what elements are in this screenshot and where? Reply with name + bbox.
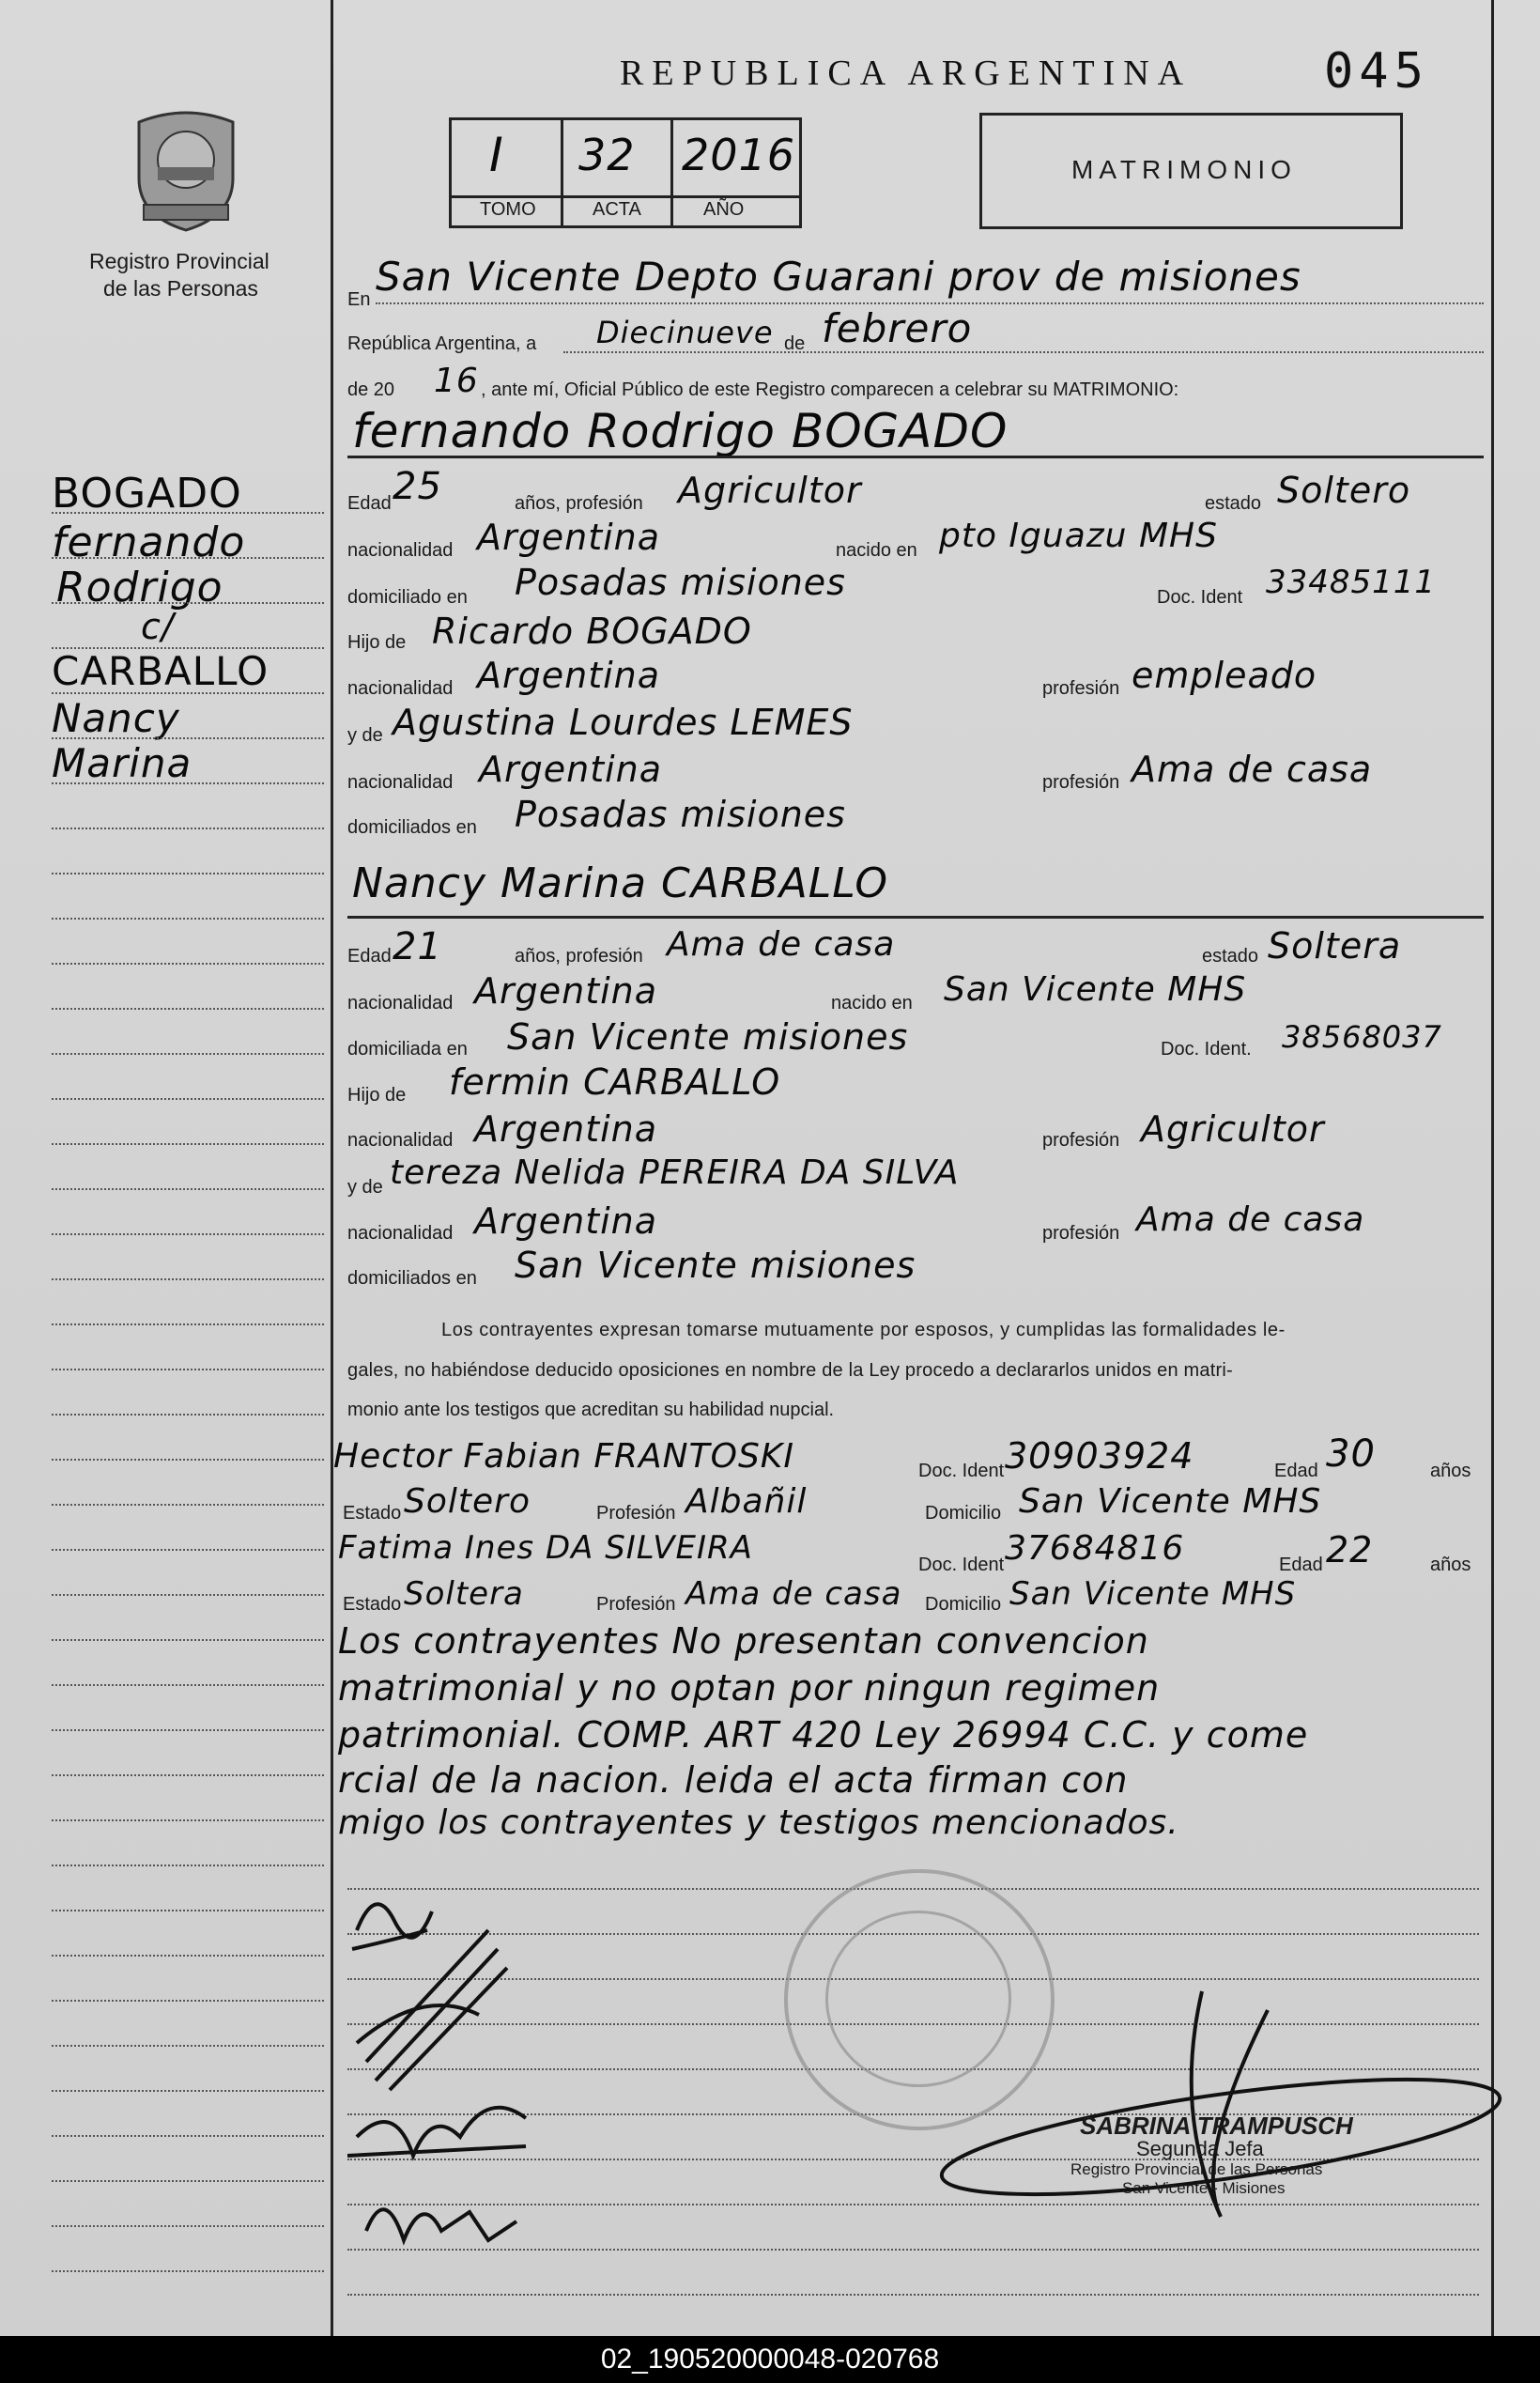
witness-2-profession: Ama de casa	[685, 1575, 902, 1613]
margin-note-line: CARBALLO	[52, 648, 270, 694]
margin-ruled-line	[52, 737, 324, 739]
bride-father-profession: Agricultor	[1141, 1108, 1325, 1150]
witness-1-age: 30	[1326, 1432, 1376, 1476]
margin-ruled-line	[52, 2000, 324, 2002]
margin-ruled-line	[52, 1188, 324, 1190]
witness-2-age-label: Edad	[1279, 1555, 1323, 1575]
republica-label: República Argentina, a	[347, 333, 537, 354]
groom-age: 25	[393, 465, 442, 508]
margin-ruled-line	[52, 1053, 324, 1055]
groom-mother: Agustina Lourdes LEMES	[393, 702, 854, 743]
bride-parents-domicile-label: domiciliados en	[347, 1268, 477, 1289]
groom-mother-profession-label: profesión	[1042, 772, 1120, 793]
witness-1-domicile-label: Domicilio	[925, 1503, 1002, 1524]
witness-2-doc: 37684816	[1005, 1529, 1185, 1568]
day-value: Diecinueve	[596, 315, 774, 350]
declaration-line-1: Los contrayentes expresan tomarse mutuamente por esposos, y cumplidas las formalidades le-	[441, 1320, 1286, 1340]
bride-mother-nationality-label: nacionalidad	[347, 1223, 454, 1244]
witness-2-domicile-label: Domicilio	[925, 1594, 1002, 1615]
bride-mother-profession-label: profesión	[1042, 1223, 1120, 1244]
witness-2-years-label: años	[1430, 1555, 1471, 1575]
margin-ruled-line	[52, 1278, 324, 1280]
declaration-line-2: gales, no habiéndose deducido oposiciones en nombre de la Ley procedo a declararlos unidos en matri-	[347, 1360, 1233, 1381]
witness-signatures	[338, 1874, 563, 2268]
bride-parents-domicile: San Vicente misiones	[515, 1245, 916, 1286]
groom-father-nationality: Argentina	[477, 655, 661, 696]
month-value: febrero	[822, 305, 973, 351]
witness-1-years-label: años	[1430, 1461, 1471, 1481]
margin-ruled-line	[52, 692, 324, 694]
margin-ruled-line	[52, 2180, 324, 2182]
notes-line: matrimonial y no optan por ningun regimen	[338, 1667, 1161, 1709]
witness-1-name: Hector Fabian FRANTOSKI	[333, 1437, 795, 1476]
bride-mother: tereza Nelida PEREIRA DA SILVA	[390, 1153, 960, 1192]
margin-ruled-line	[52, 1233, 324, 1235]
bride-father-nationality: Argentina	[474, 1108, 658, 1150]
tomo-label: TOMO	[480, 199, 536, 220]
witness-2-estado: Soltera	[404, 1575, 524, 1613]
margin-ruled-line	[52, 1955, 324, 1957]
groom-mother-nationality-label: nacionalidad	[347, 772, 454, 793]
groom-estado: Soltero	[1277, 470, 1411, 511]
tomo-value: I	[489, 128, 504, 182]
margin-note-line: BOGADO	[52, 470, 242, 518]
notes-line: migo los contrayentes y testigos mencionados.	[338, 1803, 1179, 1842]
bride-father-nationality-label: nacionalidad	[347, 1130, 454, 1151]
page-title: REPUBLICA ARGENTINA	[620, 54, 1193, 93]
margin-note-line: c/	[141, 606, 175, 647]
margin-ruled-line	[52, 2270, 324, 2272]
margin-ruled-line	[52, 602, 324, 604]
bride-born: San Vicente MHS	[944, 970, 1247, 1009]
witness-2-domicile: San Vicente MHS	[1009, 1575, 1297, 1613]
bride-born-label: nacido en	[831, 993, 913, 1014]
margin-ruled-line	[52, 557, 324, 559]
groom-domicile: Posadas misiones	[515, 562, 846, 603]
margin-ruled-line	[52, 782, 324, 784]
groom-born-label: nacido en	[836, 540, 917, 561]
groom-father-label: Hijo de	[347, 632, 407, 653]
bride-estado-label: estado	[1202, 946, 1259, 967]
groom-nationality-label: nacionalidad	[347, 540, 454, 561]
margin-ruled-line	[52, 1910, 324, 1911]
margin-note-line: Rodrigo	[56, 564, 223, 611]
year-suffix: 16	[434, 362, 479, 400]
bride-age-label: Edad	[347, 946, 392, 967]
margin-ruled-line	[52, 1008, 324, 1010]
declaration-line-3: monio ante los testigos que acreditan su habilidad nupcial.	[347, 1400, 835, 1420]
body-ruled-line	[347, 2294, 1479, 2296]
margin-ruled-line	[52, 1865, 324, 1866]
groom-doc-label: Doc. Ident	[1157, 587, 1243, 608]
institution-line-1: Registro Provincial	[89, 249, 270, 273]
en-label: En	[347, 289, 371, 310]
margin-ruled-line	[52, 2045, 324, 2047]
de-label: de	[784, 333, 806, 354]
margin-note-line: fernando	[52, 518, 246, 566]
bride-father-label: Hijo de	[347, 1085, 407, 1106]
margin-ruled-line	[52, 512, 324, 514]
record-number: 045	[1324, 43, 1429, 100]
witness-1-estado: Soltero	[404, 1482, 531, 1521]
bride-nationality: Argentina	[474, 970, 658, 1012]
groom-age-label: Edad	[347, 493, 392, 514]
groom-father-profession: empleado	[1132, 655, 1317, 696]
official-name: SABRINA TRAMPUSCH	[1080, 2112, 1353, 2140]
margin-ruled-line	[52, 1504, 324, 1506]
groom-profession-label: años, profesión	[515, 493, 643, 514]
record-type-box	[979, 113, 1403, 229]
margin-ruled-line	[52, 2135, 324, 2137]
bride-doc-label: Doc. Ident.	[1161, 1039, 1252, 1060]
margin-ruled-line	[52, 1594, 324, 1596]
official-role: Segunda Jefa	[1136, 2137, 1264, 2160]
bride-father: fermin CARBALLO	[449, 1061, 781, 1103]
anio-value: 2016	[682, 130, 796, 180]
groom-father: Ricardo BOGADO	[432, 611, 752, 652]
notes-line: patrimonial. COMP. ART 420 Ley 26994 C.C. y come	[338, 1714, 1309, 1756]
bride-profession-label: años, profesión	[515, 946, 643, 967]
notes-line: Los contrayentes No presentan convencion	[338, 1620, 1149, 1662]
year-prefix: de 20	[347, 379, 395, 400]
margin-ruled-line	[52, 1459, 324, 1461]
margin-ruled-line	[52, 1774, 324, 1776]
margin-ruled-line	[52, 1639, 324, 1641]
groom-profession: Agricultor	[678, 470, 862, 511]
tomo-acta-anio-box	[449, 117, 802, 228]
margin-ruled-line	[52, 1729, 324, 1731]
margin-ruled-line	[52, 1549, 324, 1551]
witness-2-doc-label: Doc. Ident	[918, 1555, 1005, 1575]
margin-ruled-line	[52, 647, 324, 649]
official-org: Registro Provincial de las Personas	[1070, 2160, 1323, 2178]
margin-ruled-line	[52, 1414, 324, 1416]
notes-line: rcial de la nacion. leida el acta firman con	[338, 1759, 1129, 1801]
bride-profession: Ama de casa	[667, 925, 896, 964]
margin-ruled-line	[52, 2090, 324, 2092]
groom-mother-profession: Ama de casa	[1132, 749, 1373, 790]
witness-2-name: Fatima Ines DA SILVEIRA	[338, 1529, 753, 1567]
anio-label: AÑO	[703, 199, 745, 220]
bride-doc: 38568037	[1282, 1019, 1442, 1055]
groom-mother-label: y de	[347, 725, 383, 746]
witness-1-doc-label: Doc. Ident	[918, 1461, 1005, 1481]
bride-domicile: San Vicente misiones	[507, 1016, 909, 1058]
witness-1-estado-label: Estado	[343, 1503, 402, 1524]
groom-father-profession-label: profesión	[1042, 678, 1120, 699]
bride-nationality-label: nacionalidad	[347, 993, 454, 1014]
groom-born: pto Iguazu MHS	[939, 517, 1218, 555]
bride-mother-profession: Ama de casa	[1136, 1200, 1365, 1239]
official-office: San Vicente - Misiones	[1122, 2179, 1286, 2197]
acta-label: ACTA	[593, 199, 641, 220]
groom-nationality: Argentina	[477, 517, 661, 558]
margin-ruled-line	[52, 1143, 324, 1145]
groom-doc: 33485111	[1266, 564, 1437, 601]
margin-ruled-line	[52, 2225, 324, 2227]
witness-2-profession-label: Profesión	[596, 1594, 676, 1615]
oficial-text: , ante mí, Oficial Público de este Registro comparecen a celebrar su MATRIMONIO:	[481, 379, 1179, 400]
provincial-emblem-logo	[130, 103, 242, 235]
margin-ruled-line	[52, 1684, 324, 1686]
margin-ruled-line	[52, 1323, 324, 1325]
groom-father-nationality-label: nacionalidad	[347, 678, 454, 699]
bride-mother-nationality: Argentina	[474, 1200, 658, 1242]
bride-domicile-label: domiciliada en	[347, 1039, 468, 1060]
groom-parents-domicile: Posadas misiones	[515, 794, 846, 835]
witness-1-profession: Albañil	[685, 1482, 808, 1521]
margin-ruled-line	[52, 963, 324, 965]
bride-name: Nancy Marina CARBALLO	[352, 859, 889, 907]
left-margin-rule	[331, 0, 333, 2336]
witness-1-doc: 30903924	[1005, 1435, 1194, 1477]
witness-1-domicile: San Vicente MHS	[1019, 1482, 1322, 1521]
groom-mother-nationality: Argentina	[479, 749, 663, 790]
record-type: MATRIMONIO	[1071, 155, 1297, 184]
margin-note-line: Nancy	[52, 695, 180, 741]
witness-2-estado-label: Estado	[343, 1594, 402, 1615]
bride-age: 21	[393, 925, 442, 968]
witness-1-profession-label: Profesión	[596, 1503, 676, 1524]
bride-estado: Soltera	[1268, 925, 1402, 967]
margin-ruled-line	[52, 1819, 324, 1821]
groom-estado-label: estado	[1205, 493, 1262, 514]
groom-parents-domicile-label: domiciliados en	[347, 817, 477, 838]
place-value: San Vicente Depto Guarani prov de misiones	[376, 254, 1301, 300]
margin-ruled-line	[52, 828, 324, 829]
witness-1-age-label: Edad	[1274, 1461, 1318, 1481]
margin-ruled-line	[52, 1098, 324, 1100]
institution-line-2: de las Personas	[103, 276, 258, 301]
margin-ruled-line	[52, 1369, 324, 1370]
bride-father-profession-label: profesión	[1042, 1130, 1120, 1151]
margin-ruled-line	[52, 873, 324, 874]
groom-domicile-label: domiciliado en	[347, 587, 468, 608]
groom-name: fernando Rodrigo BOGADO	[352, 404, 1009, 458]
document-id-footer: 02_190520000048-020768	[0, 2336, 1540, 2383]
margin-ruled-line	[52, 918, 324, 920]
witness-2-age: 22	[1326, 1529, 1374, 1571]
acta-value: 32	[578, 130, 636, 180]
bride-mother-label: y de	[347, 1177, 383, 1198]
margin-note-line: Marina	[52, 740, 192, 786]
